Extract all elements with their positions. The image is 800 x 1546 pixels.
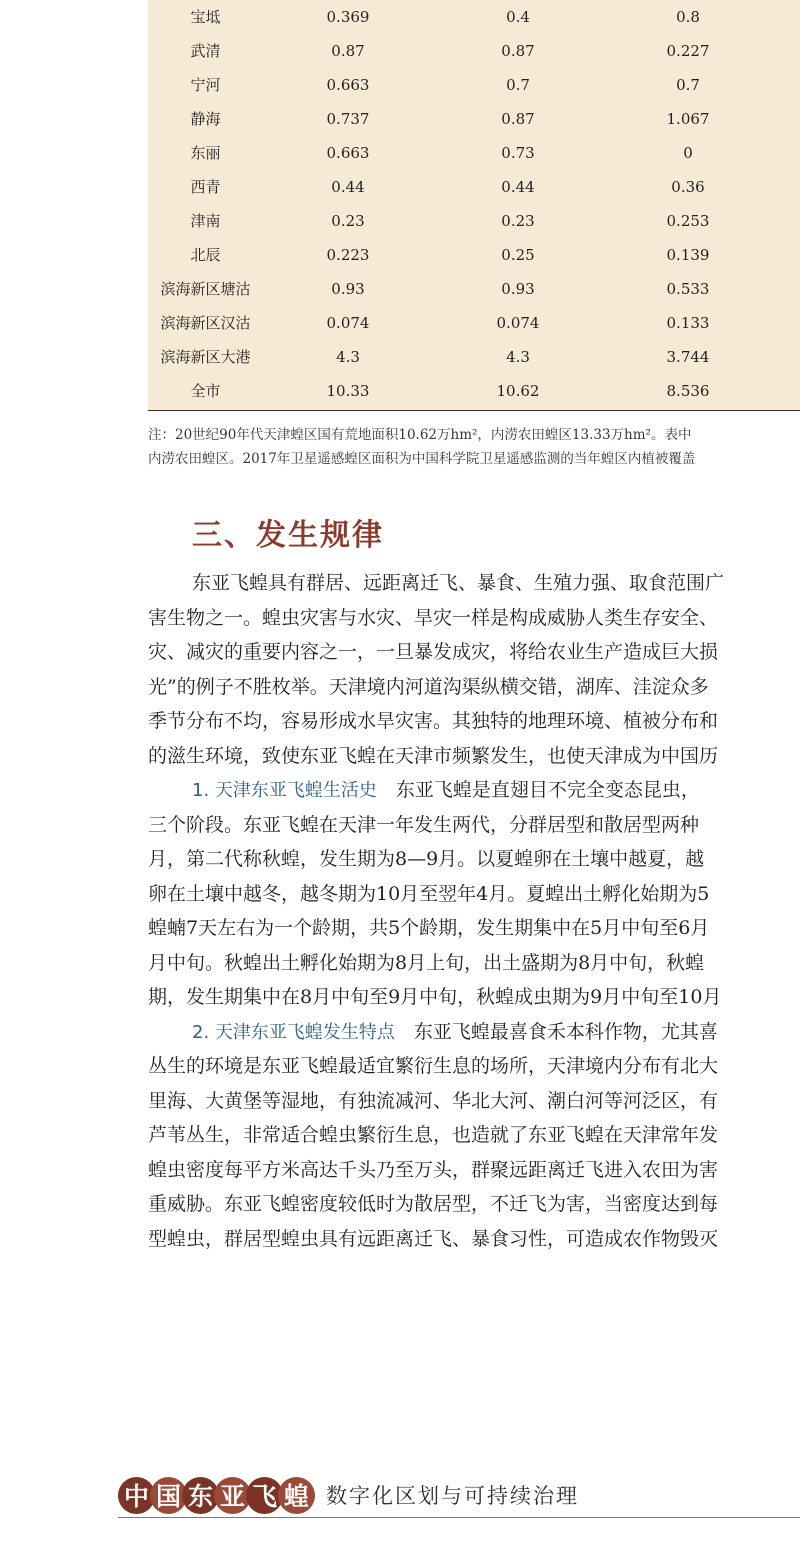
brand-seal-char: 亚 — [214, 1477, 251, 1514]
value-cell: 0.25 — [501, 246, 535, 264]
value-cell: 0.663 — [326, 144, 370, 162]
value-cell: 0.87 — [501, 42, 535, 60]
value-cell: 0.663 — [326, 76, 370, 94]
table-row — [148, 204, 800, 238]
subsection-lead-text: 东亚飞蝗最喜食禾本科作物，尤其喜 — [413, 1020, 718, 1043]
table-row — [148, 170, 800, 204]
paragraph-line: 丛生的环境是东亚飞蝗最适宜繁衍生息的场所，天津境内分布有北大 — [148, 1055, 719, 1077]
value-cell: 0.73 — [501, 144, 535, 162]
value-cell: 10.62 — [496, 382, 540, 400]
paragraph-line: 害生物之一。蝗虫灾害与水灾、旱灾一样是构成威胁人类生存安全、 — [148, 606, 719, 629]
paragraph-line: 期，发生期集中在8月中旬至9月中旬，秋蝗成虫期为9月中旬至10月 — [148, 986, 722, 1008]
table-row — [148, 0, 800, 34]
paragraph-line: 蝗虫密度每平方米高达千头乃至万头，群聚远距离迁飞进入农田为害 — [148, 1158, 719, 1181]
value-cell: 0.93 — [501, 280, 535, 298]
paragraph-line: 东亚飞蝗具有群居、远距离迁飞、暴食、生殖力强、取食范围广 — [192, 572, 725, 594]
paragraph-line: 月中旬。秋蝗出土孵化始期为8月上旬，出土盛期为8月中旬，秋蝗 — [148, 951, 705, 974]
value-cell: 8.536 — [666, 382, 710, 400]
value-cell: 0.93 — [331, 280, 365, 298]
paragraph-line: 型蝗虫，群居型蝗虫具有远距离迁飞、暴食习性，可造成农作物毁灭 — [148, 1227, 719, 1250]
region-cell: 宁河 — [190, 76, 221, 94]
locust-area-table — [148, 0, 800, 411]
value-cell: 0.36 — [671, 178, 705, 196]
region-cell: 静海 — [190, 110, 221, 128]
table-row — [148, 340, 800, 374]
footer-brand — [118, 1474, 579, 1516]
value-cell: 0.4 — [506, 8, 530, 26]
region-cell: 滨海新区大港 — [160, 348, 251, 366]
table-row — [148, 306, 800, 340]
brand-seal-char: 东 — [182, 1477, 219, 1514]
table-row — [148, 136, 800, 170]
paragraph-line: 蝗蝻7天左右为一个龄期，共5个龄期，发生期集中在5月中旬至6月 — [148, 917, 710, 939]
value-cell: 0.44 — [501, 178, 535, 196]
paragraph-line: 灾、减灾的重要内容之一，一旦暴发成灾，将给农业生产造成巨大损 — [148, 641, 719, 663]
table-note-line-1: 注：20世纪90年代天津蝗区国有荒地面积10.62万hm²，内涝农田蝗区13.33万hm²。表中 — [148, 427, 692, 443]
value-cell: 3.744 — [666, 348, 710, 366]
region-cell: 西青 — [190, 178, 221, 196]
section-title: 三、发生规律 — [192, 518, 384, 553]
table-row — [148, 272, 800, 306]
value-cell: 0 — [683, 144, 693, 162]
value-cell: 4.3 — [336, 348, 360, 366]
region-cell: 滨海新区汉沽 — [160, 314, 251, 332]
paragraph-line: 三个阶段。东亚飞蝗在天津一年发生两代，分群居型和散居型两种 — [148, 813, 700, 836]
region-cell: 东丽 — [190, 144, 221, 162]
value-cell: 4.3 — [506, 348, 530, 366]
value-cell: 0.133 — [666, 314, 710, 332]
value-cell: 0.23 — [501, 212, 535, 230]
table-row — [148, 374, 800, 408]
value-cell: 0.369 — [326, 8, 370, 26]
value-cell: 0.227 — [666, 42, 710, 60]
subsection-heading: 1. 天津东亚飞蝗生活史 — [192, 780, 377, 801]
paragraph-line: 的滋生环境，致使东亚飞蝗在天津市频繁发生，也使天津成为中国历 — [148, 744, 719, 767]
brand-seal-char: 国 — [150, 1477, 187, 1514]
value-cell: 0.87 — [501, 110, 535, 128]
paragraph-line: 里海、大黄堡等湿地，有独流减河、华北大河、潮白河等河泛区，有 — [148, 1089, 719, 1112]
subsection-heading: 2. 天津东亚飞蝗发生特点 — [192, 1021, 395, 1043]
region-cell: 武清 — [190, 42, 221, 60]
subsection-sub2-lead — [192, 1019, 800, 1046]
region-cell: 全市 — [190, 382, 221, 400]
region-cell: 北辰 — [190, 246, 221, 264]
brand-seal-char: 飞 — [246, 1477, 283, 1514]
paragraph-line: 光”的例子不胜枚举。天津境内河道沟渠纵横交错，湖库、洼淀众多 — [148, 675, 709, 698]
value-cell: 10.33 — [326, 382, 370, 400]
value-cell: 0.7 — [506, 76, 530, 94]
brand-seal-char: 中 — [118, 1477, 155, 1514]
value-cell: 0.8 — [676, 8, 700, 26]
value-cell: 0.7 — [676, 76, 700, 94]
value-cell: 0.139 — [666, 246, 710, 264]
subsection-sub1-lead — [192, 777, 800, 804]
paragraph-line: 卵在土壤中越冬，越冬期为10月至翌年4月。夏蝗出土孵化始期为5 — [148, 882, 710, 905]
value-cell: 0.223 — [326, 246, 370, 264]
subsection-lead-text: 东亚飞蝗是直翅目不完全变态昆虫， — [395, 779, 700, 801]
region-cell: 津南 — [190, 212, 221, 230]
region-cell: 滨海新区塘沽 — [160, 280, 251, 298]
region-cell: 宝坻 — [190, 8, 221, 26]
paragraph-line: 芦苇丛生，非常适合蝗虫繁衍生息，也造就了东亚飞蝗在天津常年发 — [148, 1124, 719, 1146]
footer-rule — [118, 1517, 800, 1518]
value-cell: 0.074 — [326, 314, 370, 332]
brand-seal-char: 蝗 — [278, 1477, 315, 1514]
value-cell: 0.87 — [331, 42, 365, 60]
table-row — [148, 68, 800, 102]
value-cell: 0.253 — [666, 212, 710, 230]
footer-subtitle: 数字化区划与可持续治理 — [326, 1484, 579, 1508]
table-note-line-2: 内涝农田蝗区。2017年卫星遥感蝗区面积为中国科学院卫星遥感监测的当年蝗区内植被覆盖 — [148, 451, 696, 467]
value-cell: 1.067 — [666, 110, 710, 128]
value-cell: 0.44 — [331, 178, 365, 196]
value-cell: 0.074 — [496, 314, 540, 332]
value-cell: 0.737 — [326, 110, 370, 128]
table-row — [148, 34, 800, 68]
table-row — [148, 238, 800, 272]
value-cell: 0.23 — [331, 212, 365, 230]
paragraph-line: 季节分布不均，容易形成水旱灾害。其独特的地理环境、植被分布和 — [148, 710, 719, 732]
value-cell: 0.533 — [666, 280, 710, 298]
table-row — [148, 102, 800, 136]
paragraph-line: 月，第二代称秋蝗，发生期为8—9月。以夏蝗卵在土壤中越夏，越 — [148, 848, 705, 870]
paragraph-line: 重威胁。东亚飞蝗密度较低时为散居型，不迁飞为害，当密度达到每 — [148, 1193, 719, 1215]
